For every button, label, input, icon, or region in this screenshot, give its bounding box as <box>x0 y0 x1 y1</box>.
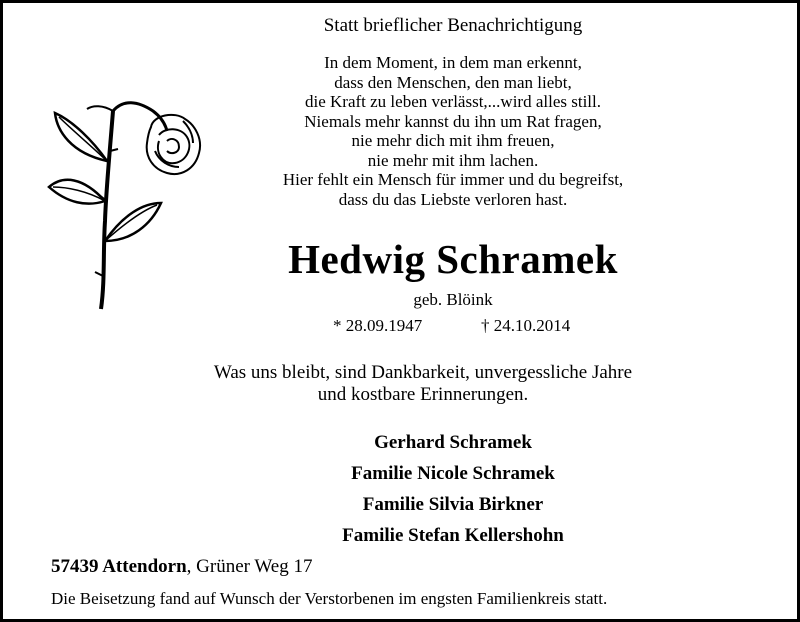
birth-date: * 28.09.1947 <box>333 316 423 335</box>
poem-line: In dem Moment, in dem man erkennt, <box>324 53 582 72</box>
poem-line: die Kraft zu leben verlässt,...wird alles still. <box>305 92 601 111</box>
birth-name: geb. Blöink <box>413 290 493 309</box>
poem-line: Hier fehlt ein Mensch für immer und du begreifst, <box>282 170 624 189</box>
closing-text <box>23 362 800 406</box>
mourner: Gerhard Schramek <box>374 432 532 453</box>
poem-line: dass du das Liebste verloren hast. <box>338 189 568 209</box>
poem-line: dass den Menschen, den man liebt, <box>334 72 572 92</box>
notice-heading: Statt brieflicher Benachrichtigung <box>323 15 583 36</box>
address-city: 57439 Attendorn <box>51 556 187 577</box>
mourners-list <box>53 427 800 551</box>
mourner: Familie Nicole Schramek <box>351 463 555 484</box>
poem-line: nie mehr dich mit ihm freuen, <box>351 131 555 150</box>
address <box>51 556 312 578</box>
poem-line: nie mehr mit ihm lachen. <box>367 150 539 170</box>
mourner: Familie Silvia Birkner <box>362 494 544 515</box>
closing-line: und kostbare Erinnerungen. <box>317 384 529 405</box>
deceased-name: Hedwig Schramek <box>288 236 618 282</box>
death-date: † 24.10.2014 <box>481 316 571 335</box>
funeral-note: Die Beisetzung fand auf Wunsch der Verstorbenen im engsten Familienkreis statt. <box>51 589 608 608</box>
closing-line: Was uns bleibt, sind Dankbarkeit, unvergessliche Jahre <box>213 362 633 383</box>
mourner: Familie Stefan Kellershohn <box>342 525 564 546</box>
address-street: , Grüner Weg 17 <box>186 556 313 577</box>
poem-line: Niemals mehr kannst du ihn um Rat fragen, <box>304 111 602 131</box>
